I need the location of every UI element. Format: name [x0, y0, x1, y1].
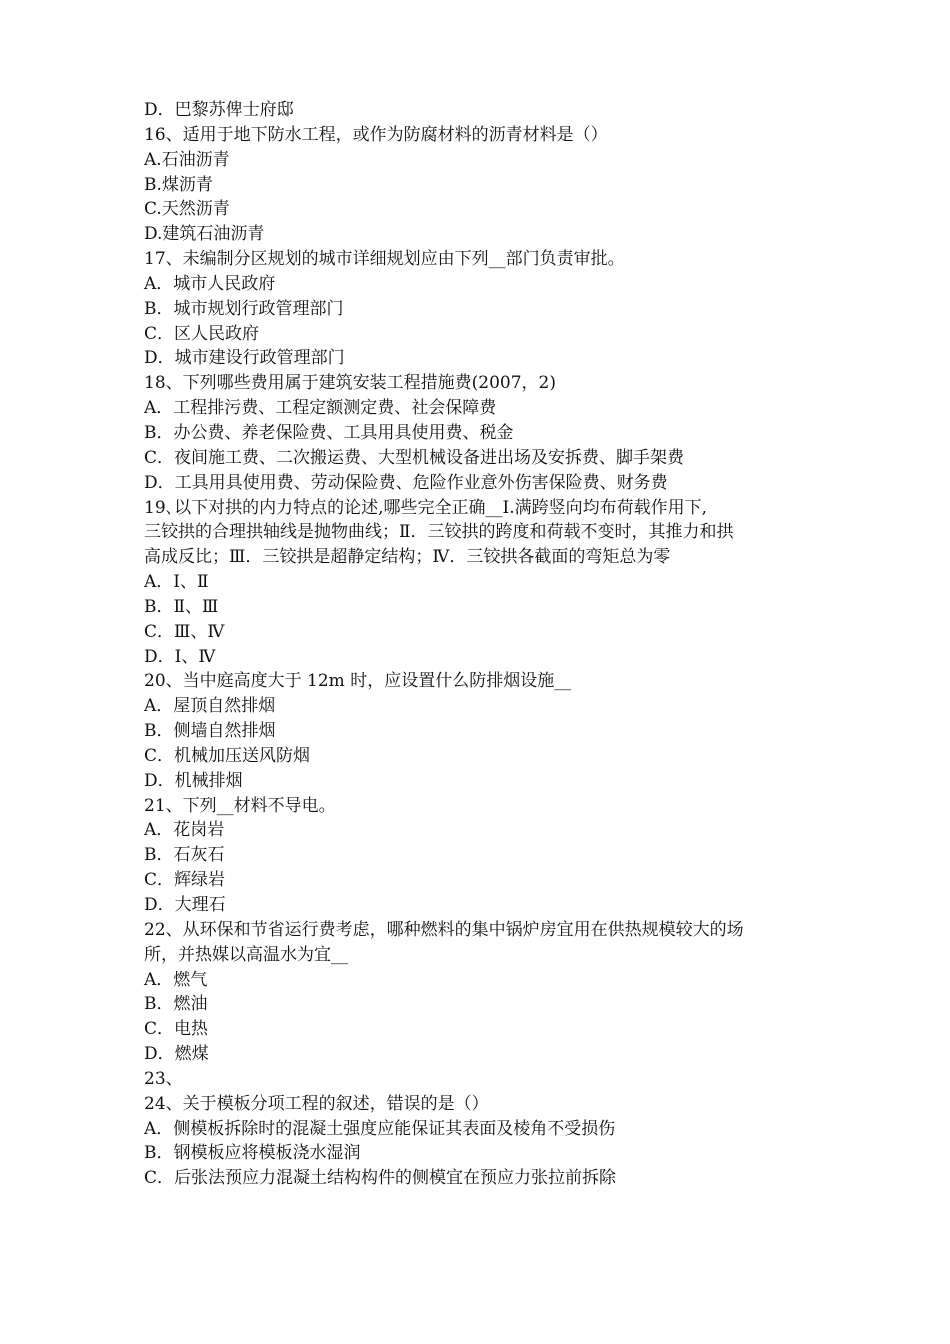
- question-19-line-1: 19､以下对拱的内力特点的论述,哪些完全正确__Ⅰ.满跨竖向均布荷载作用下,: [144, 497, 708, 518]
- question-19-line-3: 高成反比；Ⅲ．三铰拱是超静定结构；Ⅳ．三铰拱各截面的弯矩总为零: [144, 547, 671, 568]
- option-b-q17: B．城市规划行政管理部门: [144, 298, 344, 319]
- question-21: 21、下列__材料不导电。: [144, 795, 336, 816]
- question-22-line-2: 所，并热媒以高温水为宜__: [144, 944, 348, 965]
- option-b-q24: B．钢模板应将模板浇水湿润: [144, 1143, 361, 1164]
- option-a-q16: A.石油沥青: [144, 149, 230, 170]
- question-20: 20、当中庭高度大于 12m 时，应设置什么防排烟设施__: [144, 671, 572, 692]
- option-a-q24: A．侧模板拆除时的混凝土强度应能保证其表面及棱角不受损伤: [144, 1118, 616, 1139]
- question-16: 16、适用于地下防水工程，或作为防腐材料的沥青材料是（）: [144, 124, 608, 145]
- question-24: 24、关于模板分项工程的叙述，错误的是（）: [144, 1093, 489, 1114]
- option-c-q16: C.天然沥青: [144, 199, 230, 220]
- option-a-q20: A．屋顶自然排烟: [144, 696, 276, 717]
- option-d-q22: D．燃煤: [144, 1044, 209, 1065]
- option-d-q17: D．城市建设行政管理部门: [144, 348, 345, 369]
- document-body: [144, 98, 814, 1191]
- option-a-q19: A．Ⅰ、Ⅱ: [144, 572, 209, 593]
- option-b-q21: B．石灰石: [144, 845, 225, 866]
- option-d-q16: D.建筑石油沥青: [144, 224, 265, 245]
- question-23: 23、: [144, 1068, 183, 1089]
- option-a-q21: A．花岗岩: [144, 820, 225, 841]
- option-c-q17: C．区人民政府: [144, 323, 260, 344]
- option-b-q16: B.煤沥青: [144, 174, 213, 195]
- option-c-q20: C．机械加压送风防烟: [144, 745, 311, 766]
- option-b-q18: B．办公费、养老保险费、工具用具使用费、税金: [144, 422, 514, 443]
- option-a-q17: A．城市人民政府: [144, 273, 276, 294]
- question-18: 18、下列哪些费用属于建筑安装工程措施费(2007，2): [144, 373, 556, 394]
- option-b-q22: B．燃油: [144, 994, 208, 1015]
- option-d-q15: D．巴黎苏俾士府邸: [144, 100, 294, 120]
- option-a-q22: A．燃气: [144, 969, 208, 990]
- option-d-q21: D．大理石: [144, 895, 226, 915]
- option-c-q24: C．后张法预应力混凝土结构构件的侧模宜在预应力张拉前拆除: [144, 1168, 617, 1189]
- question-22-line-1: 22、从环保和节省运行费考虑，哪种燃料的集中锅炉房宜用在供热规模较大的场: [144, 919, 744, 940]
- option-c-q22: C．电热: [144, 1019, 209, 1040]
- option-d-q18: D．工具用具使用费、劳动保险费、危险作业意外伤害保险费、财务费: [144, 472, 668, 493]
- option-c-q18: C．夜间施工费、二次搬运费、大型机械设备进出场及安拆费、脚手架费: [144, 447, 685, 468]
- option-a-q18: A．工程排污费、工程定额测定费、社会保障费: [144, 398, 497, 419]
- option-b-q19: B．Ⅱ、Ⅲ: [144, 596, 219, 617]
- option-c-q21: C．辉绿岩: [144, 870, 226, 891]
- option-d-q19: D．Ⅰ、Ⅳ: [144, 646, 216, 667]
- option-d-q20: D．机械排烟: [144, 770, 243, 791]
- question-17: 17、未编制分区规划的城市详细规划应由下列__部门负责审批。: [144, 249, 625, 270]
- question-19-line-2: 三铰拱的合理拱轴线是抛物曲线；Ⅱ．三铰拱的跨度和荷载不变时，其推力和拱: [144, 522, 734, 543]
- option-b-q20: B．侧墙自然排烟: [144, 721, 276, 742]
- option-c-q19: C．Ⅲ、Ⅳ: [144, 621, 225, 642]
